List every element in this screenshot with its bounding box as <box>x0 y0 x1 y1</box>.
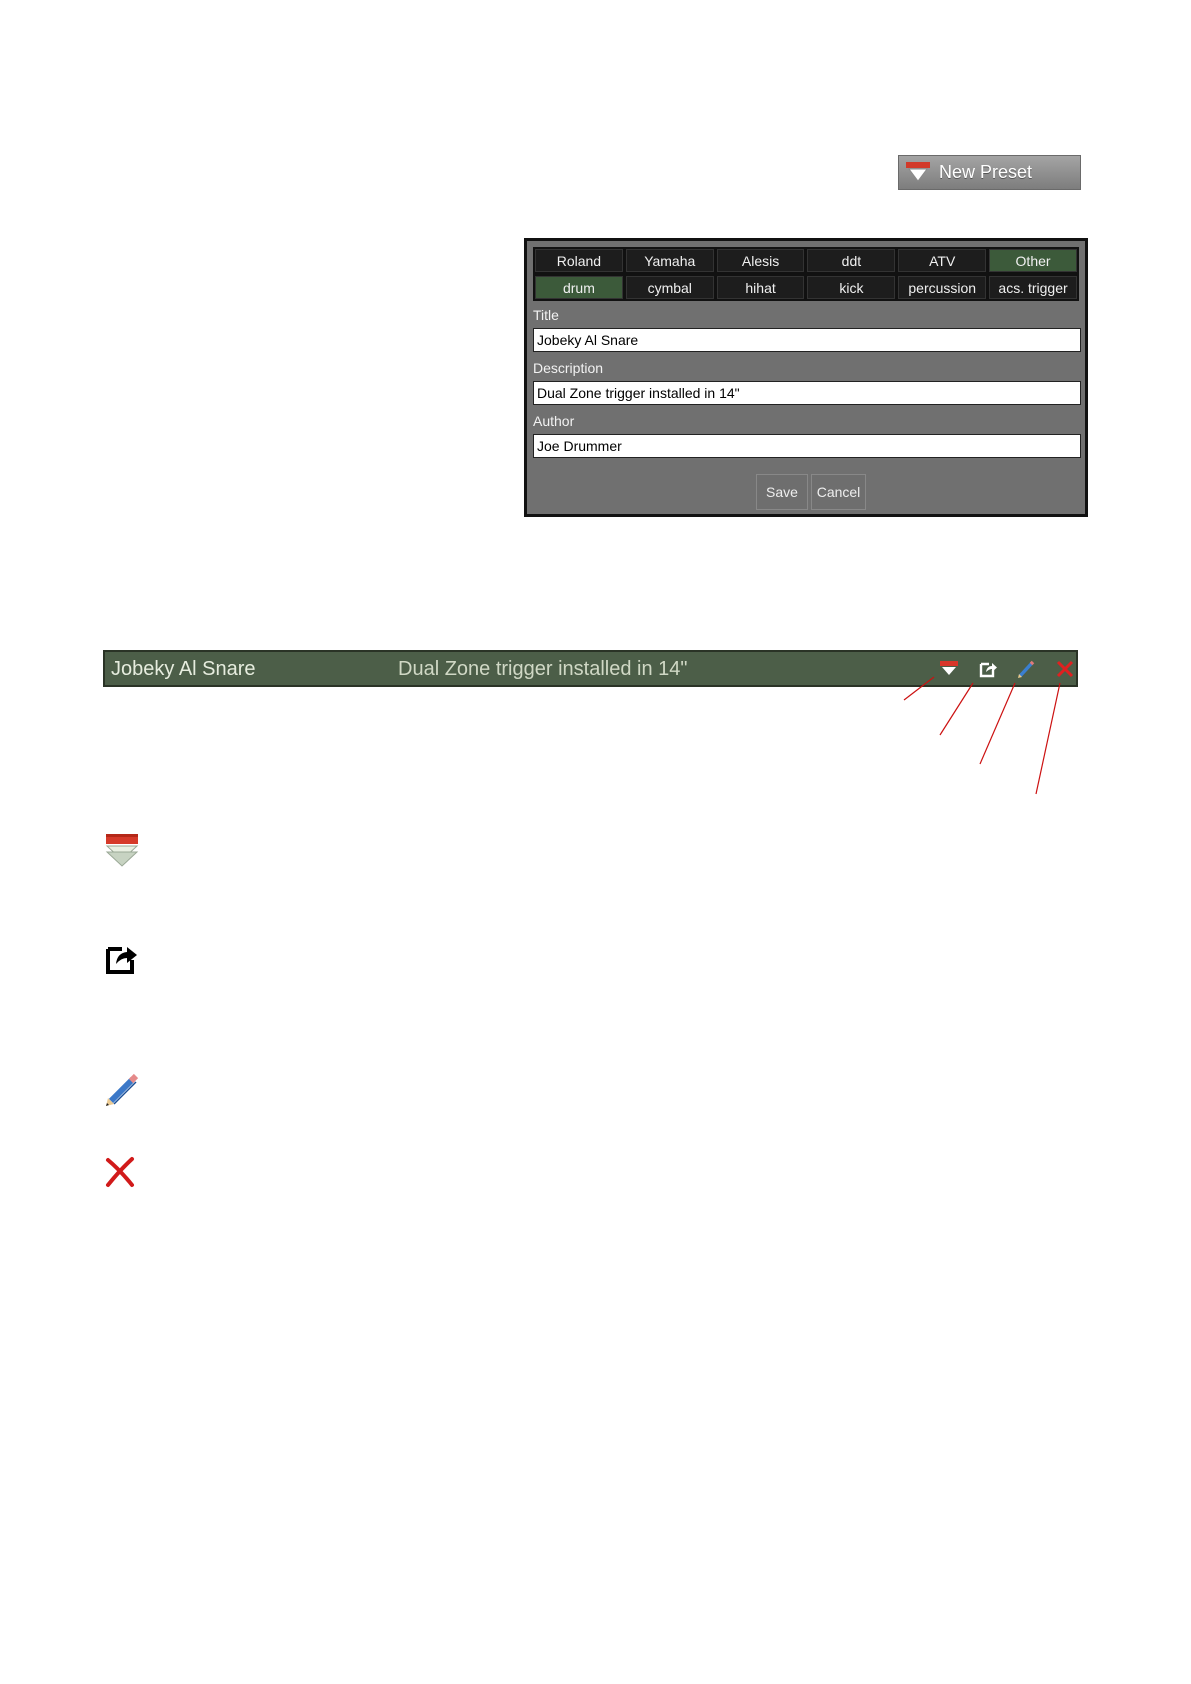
type-filter-row <box>533 274 1079 301</box>
author-label: Author <box>533 413 575 429</box>
new-preset-label: New Preset <box>939 162 1033 182</box>
delete-x-icon <box>104 1156 136 1188</box>
title-input[interactable] <box>533 328 1081 352</box>
brand-filter-row <box>533 247 1079 274</box>
download-preset-icon <box>905 161 931 185</box>
edit-pencil-icon[interactable] <box>1016 659 1036 679</box>
cancel-button[interactable]: Cancel <box>811 474 866 510</box>
brand-other-button[interactable]: Other <box>989 249 1077 272</box>
preset-title: Jobeky Al Snare <box>111 658 256 680</box>
export-icon <box>104 940 140 976</box>
type-cymbal-button[interactable]: cymbal <box>626 276 714 299</box>
preset-edit-dialog <box>524 238 1088 517</box>
brand-roland-button[interactable]: Roland <box>535 249 623 272</box>
load-preset-icon <box>104 832 140 868</box>
brand-atv-button[interactable]: ATV <box>898 249 986 272</box>
save-button[interactable]: Save <box>756 474 808 510</box>
type-hihat-button[interactable]: hihat <box>717 276 805 299</box>
title-label: Title <box>533 307 559 323</box>
load-preset-icon[interactable] <box>939 659 959 679</box>
type-kick-button[interactable]: kick <box>807 276 895 299</box>
brand-ddt-button[interactable]: ddt <box>807 249 895 272</box>
delete-x-icon[interactable] <box>1055 659 1075 679</box>
brand-yamaha-button[interactable]: Yamaha <box>626 249 714 272</box>
description-label: Description <box>533 360 604 376</box>
preset-description: Dual Zone trigger installed in 14" <box>398 658 688 680</box>
brand-alesis-button[interactable]: Alesis <box>717 249 805 272</box>
description-input[interactable] <box>533 381 1081 405</box>
preset-list-row[interactable] <box>103 650 1078 687</box>
type-percussion-button[interactable]: percussion <box>898 276 986 299</box>
author-input[interactable] <box>533 434 1081 458</box>
export-icon[interactable] <box>978 659 998 679</box>
new-preset-button[interactable] <box>898 155 1081 190</box>
edit-pencil-icon <box>104 1072 140 1108</box>
type-acs-trigger-button[interactable]: acs. trigger <box>989 276 1077 299</box>
type-drum-button[interactable]: drum <box>535 276 623 299</box>
